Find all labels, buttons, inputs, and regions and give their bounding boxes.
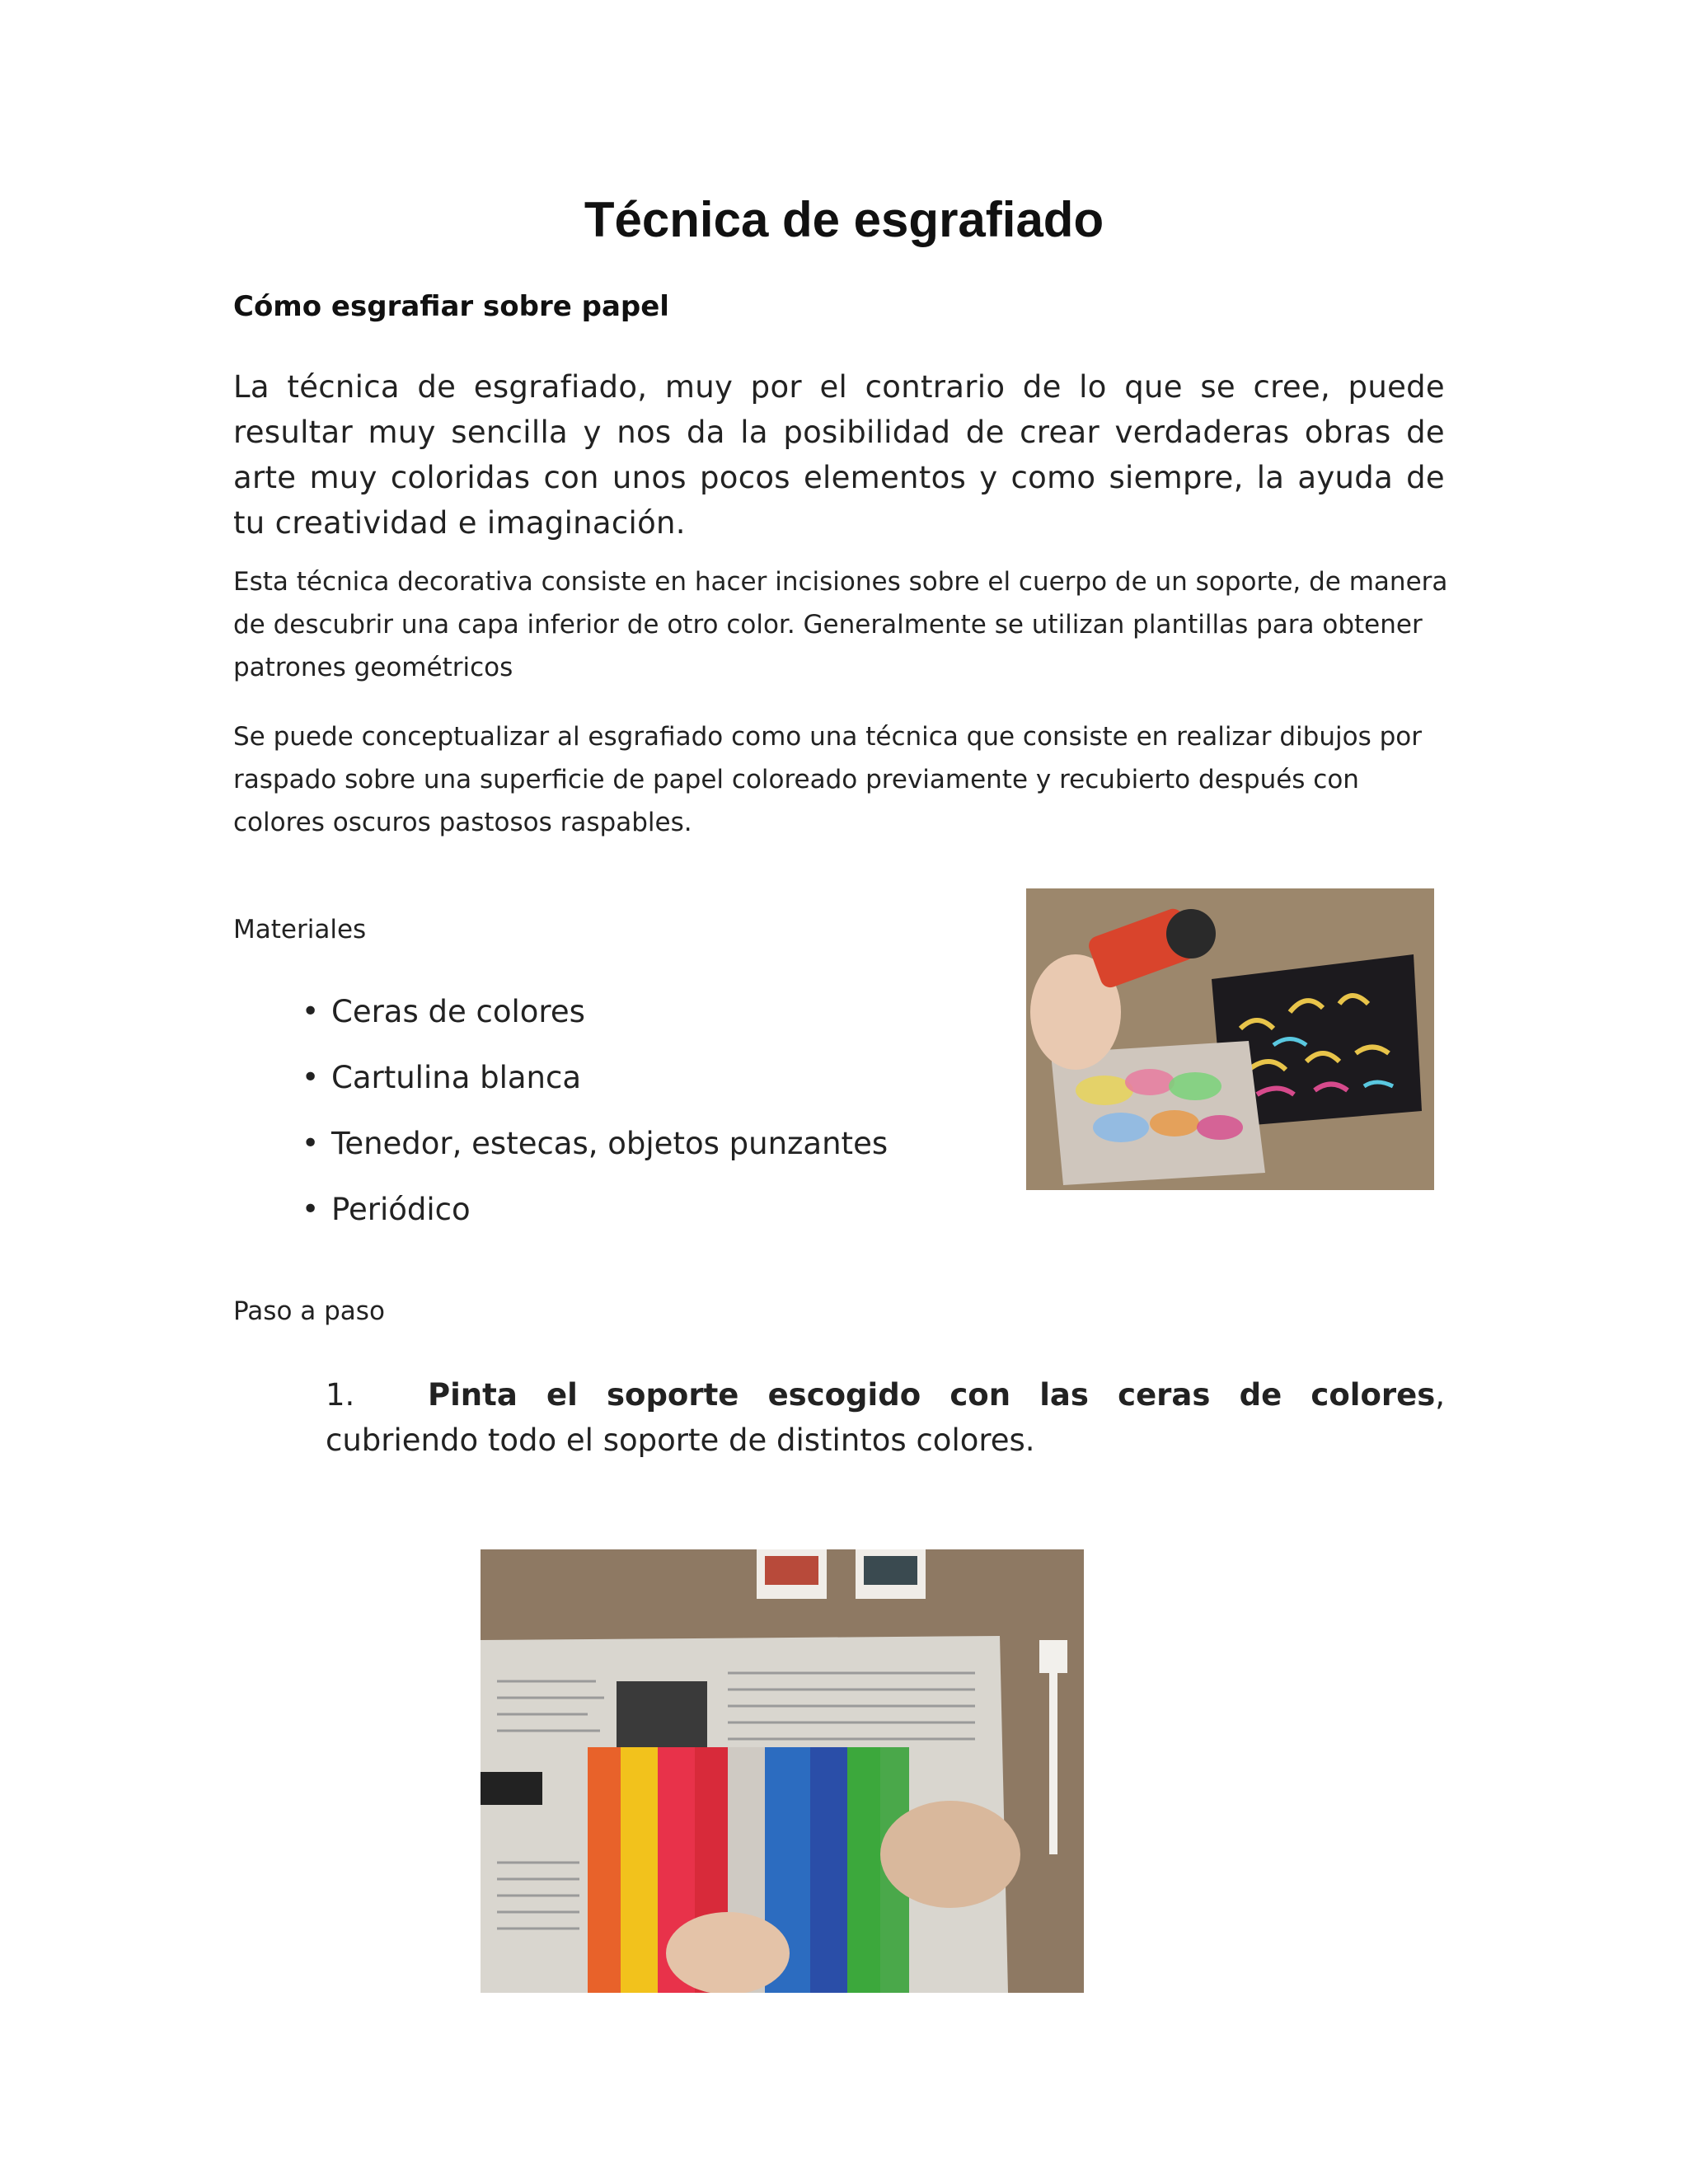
list-item: • Ceras de colores bbox=[302, 987, 888, 1053]
scratch-art-photo bbox=[1026, 888, 1434, 1190]
step-number: 1. bbox=[326, 1377, 355, 1413]
description-paragraph: Esta técnica decorativa consiste en hacer incisiones sobre el cuerpo de un soporte, de manera de descubrir una capa inferior de otro color. Generalmente se utilizan plantillas para obtener patrones geométricos bbox=[233, 567, 1448, 682]
steps-heading: Paso a paso bbox=[233, 1296, 385, 1326]
scratch-art-illustration bbox=[1026, 888, 1434, 1190]
concept-paragraph: Se puede conceptualizar al esgrafiado como una técnica que consiste en realizar dibujos por raspado sobre una superficie de papel coloreado previamente y recubierto después con colores oscuros pastosos raspables. bbox=[233, 722, 1422, 837]
step-bold-text: Pinta el soporte escogido con las ceras de colores bbox=[428, 1377, 1436, 1413]
materials-list bbox=[302, 987, 888, 1251]
step-text: , cubriendo todo el soporte de distintos colores. bbox=[326, 1377, 1445, 1458]
list-item: • Cartulina blanca bbox=[302, 1053, 888, 1119]
section-subtitle: Cómo esgrafiar sobre papel bbox=[233, 290, 669, 323]
list-item: • Tenedor, estecas, objetos punzantes bbox=[302, 1119, 888, 1185]
crayon-coloring-illustration bbox=[481, 1549, 1084, 1993]
step-1 bbox=[326, 1372, 1445, 1463]
materials-heading: Materiales bbox=[233, 915, 367, 944]
intro-paragraph: La técnica de esgrafiado, muy por el contrario de lo que se cree, puede resultar muy sencilla y nos da la posibilidad de crear verdaderas obras de arte muy coloridas con unos pocos elementos y como siempre, la ayuda de tu creatividad e imaginación. bbox=[233, 369, 1445, 541]
list-item: • Periódico bbox=[302, 1185, 888, 1251]
crayon-coloring-photo bbox=[481, 1549, 1084, 1993]
page-title: Técnica de esgrafiado bbox=[584, 192, 1104, 247]
